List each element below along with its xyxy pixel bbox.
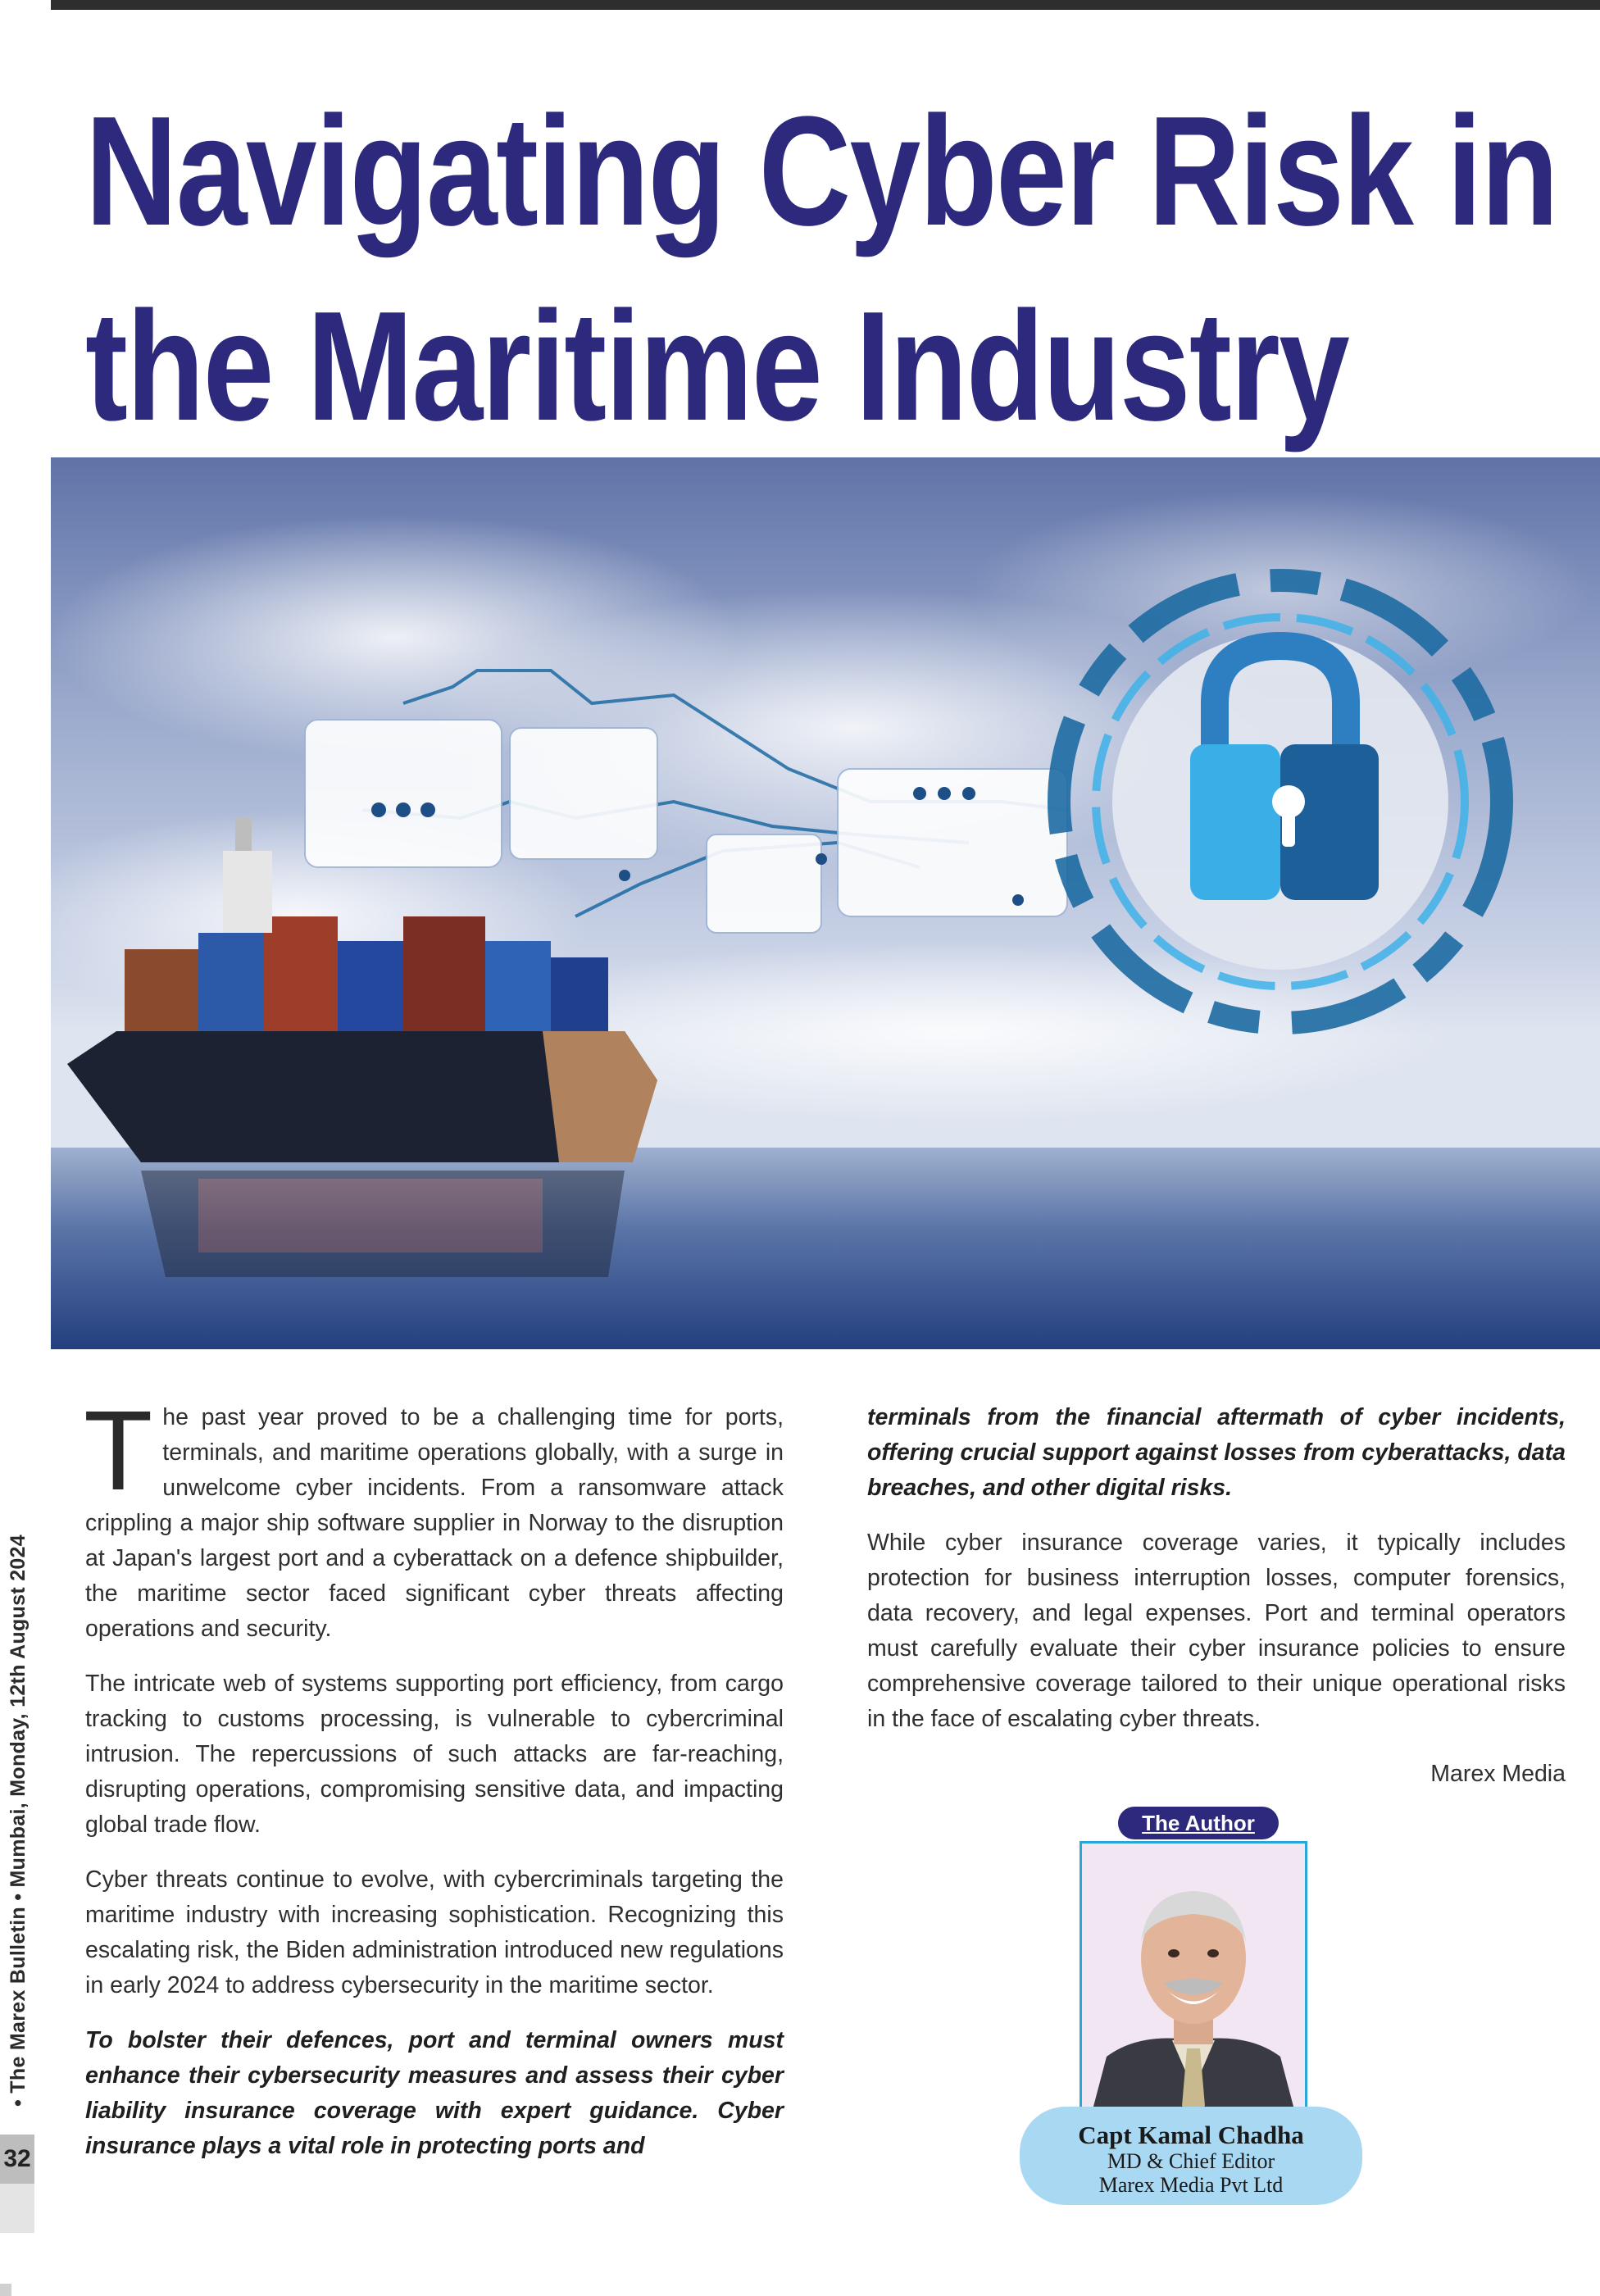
headline-line-1: Navigating Cyber Risk in bbox=[85, 84, 1558, 258]
paragraph-4-part-2: terminals from the financial aftermath of cyber incidents, offering crucial support against losses from cyberattacks, data breaches, and other digital risks. bbox=[867, 1404, 1566, 1501]
paragraph-4-part-1: To bolster their defences, port and terminal owners must enhance their cybersecurity measures and assess their cyber liability insurance coverage with expert guidance. Cyber insurance plays a vital role in protecting ports and bbox=[85, 2027, 784, 2159]
paragraph-2: The intricate web of systems supporting port efficiency, from cargo tracking to customs processing, is vulnerable to cybercriminal intrusion. The repercussions of such attacks are far-reaching, disrupting operations, compromising sensitive data, and impacting global trade flow. bbox=[85, 1671, 784, 1838]
paragraph-1 bbox=[84, 1388, 784, 1647]
author-card bbox=[1020, 2107, 1362, 2205]
article-column-left bbox=[84, 1388, 784, 2184]
running-head-text: • The Marex Bulletin • Mumbai, Monday, 12th August 2024 bbox=[7, 1534, 30, 2107]
paragraph-5: While cyber insurance coverage varies, it typically includes protection for business interruption losses, computer forensics, data recovery, and legal expenses. Port and terminal operators must carefully evaluate their cyber insurance policies to ensure comprehensive coverage tailored to their unique operational risks in the face of escalating cyber threats. bbox=[867, 1530, 1566, 1732]
article-byline: Marex Media bbox=[1430, 1761, 1566, 1787]
headline-line-2: the Maritime Industry bbox=[85, 280, 1349, 453]
author-role: MD & Chief Editor bbox=[1107, 2149, 1275, 2173]
author-photo bbox=[1080, 1841, 1307, 2121]
page-number: 32 bbox=[0, 2135, 34, 2184]
author-tag: The Author bbox=[1118, 1807, 1279, 1839]
paragraph-1-text: he past year proved to be a challenging time for ports, terminals, and maritime operations globally, with a surge in unwelcome cyber incidents. From a ransomware attack crippling a major ship software supplier in Norway to the disruption at Japan's largest port and a cyberattack on a defence shipbuilder, the maritime sector faced significant cyber threats affecting operations and security. bbox=[85, 1404, 784, 1642]
author-name: Capt Kamal Chadha bbox=[1078, 2121, 1304, 2149]
page-tab bbox=[0, 2184, 34, 2233]
sidebar-running-head bbox=[2, 1533, 31, 2107]
author-organization: Marex Media Pvt Ltd bbox=[1098, 2173, 1284, 2197]
article-column-right bbox=[867, 1400, 1566, 1812]
drop-cap: T bbox=[84, 1388, 153, 1514]
article-headline bbox=[85, 74, 1558, 464]
hero-image bbox=[51, 457, 1600, 1349]
paragraph-3: Cyber threats continue to evolve, with cybercriminals targeting the maritime industry with increasing sophistication. Recognizing this escalating risk, the Biden administration introduced new regulations in early 2024 to address cybersecurity in the maritime sector. bbox=[85, 1866, 784, 1998]
top-rule bbox=[51, 0, 1600, 10]
corner-mark bbox=[0, 2284, 11, 2296]
